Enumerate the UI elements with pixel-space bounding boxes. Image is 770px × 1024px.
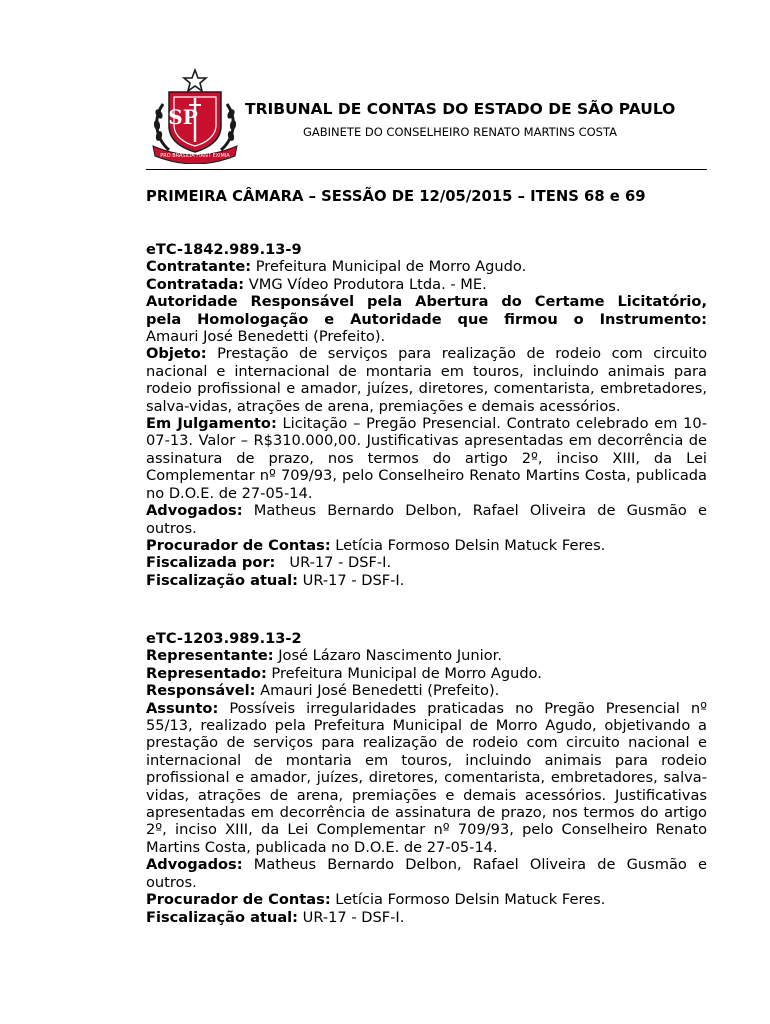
fiscalizacao-line: Fiscalização atual: UR-17 - DSF-I. xyxy=(146,908,405,926)
contratante-line: Contratante: Prefeitura Municipal de Morro Agudo. xyxy=(146,258,527,276)
court-title: TRIBUNAL DE CONTAS DO ESTADO DE SÃO PAULO xyxy=(245,100,676,118)
case-id: eTC-1203.989.13-2 xyxy=(146,630,302,647)
crest-motto: PRO BRASILIA FIANT EXIMIA xyxy=(160,153,230,159)
assunto-paragraph: Assunto: Possíveis irregularidades praticadas no Pregão Presencial nº 55/13, realizado pela Prefeitura Municipal de Morro Agudo, objetivando a prestação de serviços para realização de rodeio com circuito nacional e internacional de montaria em touros, incluindo animais para rodeio profissional e amador, juízes, diretores, comentarista, embretadores, salva-vidas, atrações de arena, premiações e demais acessórios. Justificativas apresentadas em decorrência de assinatura de prazo, nos termos do artigo 2º, inciso XIII, da Lei Complementar nº 709/93, pelo Conselheiro Renato Martins Costa, publicada no D.O.E. de 27-05-14. xyxy=(146,699,707,856)
autoridade-label-line-2: pela Homologação e Autoridade que firmou o Instrumento: xyxy=(146,310,707,328)
case-block-1 xyxy=(146,241,707,589)
letterhead xyxy=(145,68,707,164)
crest-letters: SP xyxy=(168,105,198,129)
procurador-line: Procurador de Contas: Letícia Formoso Delsin Matuck Feres. xyxy=(146,891,606,909)
case-id: eTC-1842.989.13-9 xyxy=(146,241,302,258)
contratada-line: Contratada: VMG Vídeo Produtora Ltda. - ME. xyxy=(146,275,487,293)
case-block-2 xyxy=(146,630,707,926)
advogados-line: Advogados: Matheus Bernardo Delbon, Rafael Oliveira de Gusmão e outros. xyxy=(146,856,707,891)
representante-line: Representante: José Lázaro Nascimento Junior. xyxy=(146,647,502,665)
session-heading: PRIMEIRA CÂMARA – SESSÃO DE 12/05/2015 – ITENS 68 e 69 xyxy=(146,188,646,205)
julgamento-paragraph: Em Julgamento: Licitação – Pregão Presencial. Contrato celebrado em 10-07-13. Valor – R$310.000,00. Justificativas apresentadas em decorrência de assinatura de prazo, nos termos do artigo 2º, inciso XIII, da Lei Complementar nº 709/93, pelo Conselheiro Renato Martins Costa, publicada no D.O.E. de 27-05-14. xyxy=(146,415,707,502)
representado-line: Representado: Prefeitura Municipal de Morro Agudo. xyxy=(146,664,542,682)
autoridade-value: Amauri José Benedetti (Prefeito). xyxy=(146,328,386,346)
sao-paulo-coat-of-arms-icon xyxy=(147,68,243,164)
fiscalizacao-line: Fiscalização atual: UR-17 - DSF-I. xyxy=(146,571,405,589)
objeto-paragraph: Objeto: Prestação de serviços para realização de rodeio com circuito nacional e internacional de montaria em touros, incluindo animais para rodeio profissional e amador, juízes, diretores, comentarista, embretadores, salva-vidas, atrações de arena, premiações e demais acessórios. xyxy=(146,345,707,415)
procurador-line: Procurador de Contas: Letícia Formoso Delsin Matuck Feres. xyxy=(146,536,606,554)
fiscalizada-line: Fiscalizada por: UR-17 - DSF-I. xyxy=(146,554,392,572)
advogados-line: Advogados: Matheus Bernardo Delbon, Rafael Oliveira de Gusmão e outros. xyxy=(146,502,707,537)
autoridade-label-line-1: Autoridade Responsável pela Abertura do Certame Licitatório, xyxy=(146,293,707,311)
header-divider xyxy=(146,169,707,170)
office-subtitle: GABINETE DO CONSELHEIRO RENATO MARTINS COSTA xyxy=(303,125,617,139)
responsavel-line: Responsável: Amauri José Benedetti (Prefeito). xyxy=(146,682,500,700)
